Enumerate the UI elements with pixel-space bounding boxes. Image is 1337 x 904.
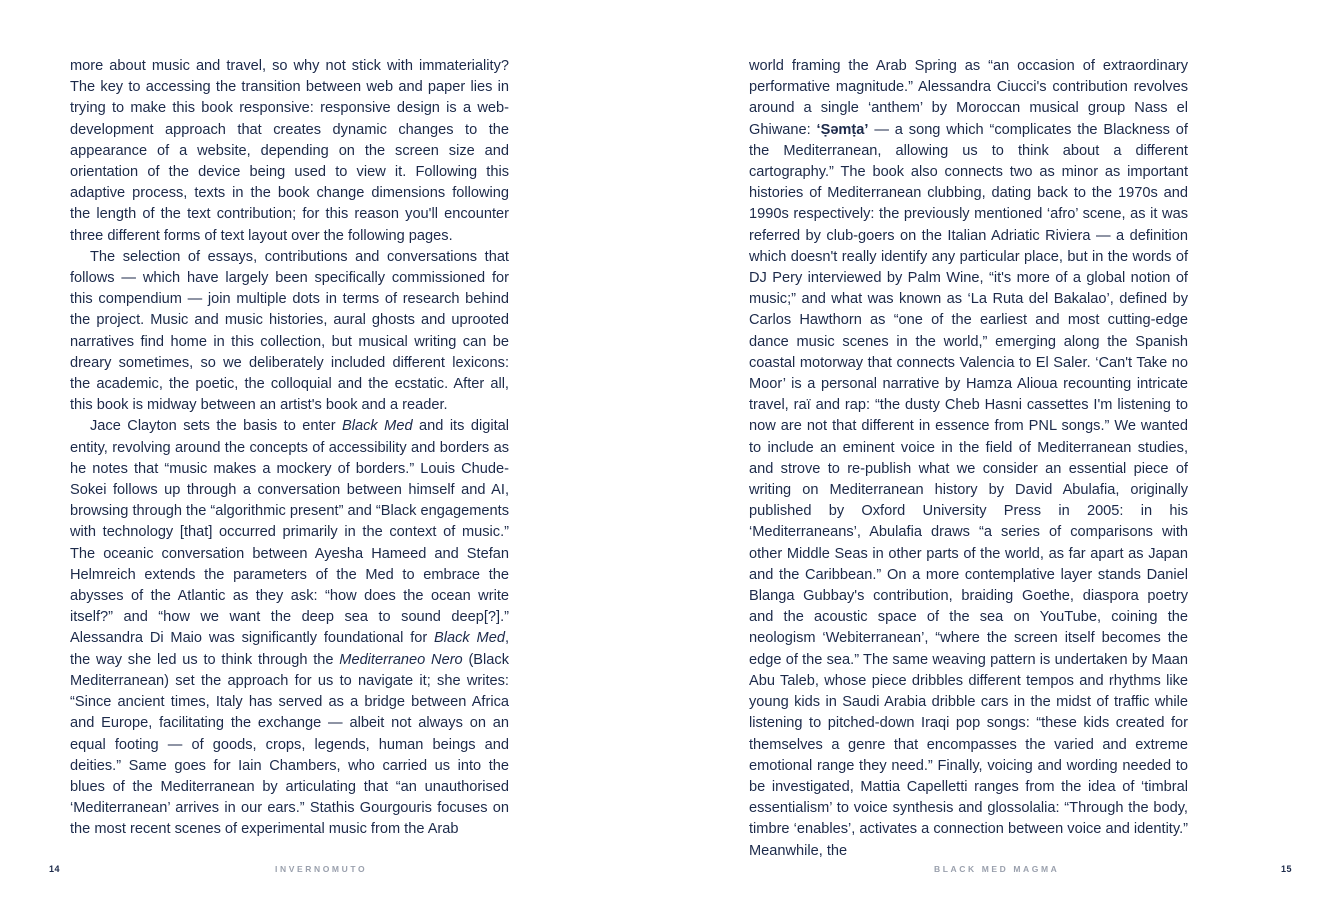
song-title: ‘Ṣəmṭa’ (816, 121, 869, 138)
text-run: world framing the Arab Spring as “an occasion of extraordinary performative magnitude.” Alessandra Ciucci's contribution revolves around a single ‘anthem’ by Moroccan musical group Nass el Ghiwane: (749, 58, 1188, 138)
page-number: 14 (49, 864, 61, 874)
text-run: Jace Clayton sets the basis to enter (90, 418, 343, 435)
text-run: — a song which “complicates the Blackness of the Mediterranean, allowing us to think about a different cartography.” The book also connects two as minor as important histories of Mediterranean clubbing, dating back to the 1970s and 1990s respectively: the previously mentioned ‘afro’ scene, as it was referred by club-goers on the Italian Adriatic Riviera — a definition which doesn't really identify any particular place, but in the words of DJ Pery interviewed by Palm Wine, “it's more of a global notion of music;” and what was known as ‘La Ruta del Bakalao’, defined by Carlos Hawthorn as “one of the earliest and most cutting-edge dance music scenes in the world,” emerging along the Spanish coastal motorway that connects Valencia to El Saler. ‘Can't Take no Moor’ is a personal narrative by Hamza Alioua recounting intricate travel, raï and rap: “the dusty Cheb Hasni cassettes I'm listening to now are not that different in essence from PNL songs.” We wanted to include an eminent voice in the field of Mediterranean studies, and strove to re-publish what we consider an essential piece of writing on Mediterranean history by David Abulafia, originally published by Oxford University Press in 2005: in his ‘Mediterraneans’, Abulafia draws “a series of comparisons with other Middle Seas in other parts of the world, as far apart as Japan and the Caribbean.” On a more contemplative layer stands Daniel Blanga Gubbay's contribution, braiding Goethe, diaspora poetry and the acoustic space of the sea on YouTube, coining the neologism ‘Webiterranean’, “where the screen itself becomes the edge of the sea.” The same weaving pattern is undertaken by Maan Abu Taleb, whose piece dribbles different tempos and rhythms like young kids in Saudi Arabia dribble cars in the midst of traffic while listening to pitched-down Iraqi pop songs: “these kids created for themselves a genre that encompasses the varied and extreme emotional range they need.” Finally, voicing and wording needed to be investigated, Mattia Capelletti ranges from the idea of ‘timbral essentialism’ to voice synthesis and glossolalia: “Through the body, timbre ‘enables’, activates a connection between voice and identity.” Meanwhile, the (749, 121, 1188, 859)
text-run: (Black Mediterranean) set the approach for us to navigate it; she writes: “Since ancient times, Italy has served as a bridge between Africa and Europe, facilitating the exchange — albeit not always on an equal footing — of goods, crops, legends, human beings and deities.” Same goes for Iain Chambers, who carried us into the blues of the Mediterranean by articulating that “an unauthorised ‘Mediterranean’ arrives in our ears.” Stathis Gourgouris focuses on the most recent scenes of experimental music from the Arab (70, 651, 509, 838)
italic-title: Black Med (434, 630, 505, 647)
paragraph (70, 416, 509, 840)
running-head: BLACK MED MAGMA (934, 864, 1060, 874)
right-text-column (749, 56, 1188, 862)
italic-title: Mediterraneo Nero (339, 651, 463, 668)
text-run: , the way she led us to think through the (70, 630, 509, 668)
running-head: INVERNOMUTO (275, 864, 368, 874)
page-number: 15 (1281, 864, 1293, 874)
left-text-column (70, 56, 509, 841)
paragraph: more about music and travel, so why not stick with immateriality? The key to accessing the transition between web and paper lies in trying to make this book responsive: responsive design is a web-development approach that creates dynamic changes to the appearance of a website, depending on the screen size and orientation of the device being used to view it. Following this adaptive process, texts in the book change dimensions following the length of the text contribution; for this reason you'll encounter three different forms of text layout over the following pages. (70, 58, 509, 244)
left-page (0, 0, 668, 904)
paragraph: The selection of essays, contributions and conversations that follows — which have largely been specifically commissioned for this compendium — join multiple dots in terms of research behind the project. Music and music histories, aural ghosts and uprooted narratives find home in this collection, but musical writing can be dreary sometimes, so we deliberately included different lexicons: the academic, the poetic, the colloquial and the ecstatic. After all, this book is midway between an artist's book and a reader. (70, 248, 509, 414)
text-run: and its digital entity, revolving around the concepts of accessibility and borders as he notes that “music makes a mockery of borders.” Louis Chude-Sokei follows up through a conversation between himself and AI, browsing through the “algorithmic present” and “Black engagements with technology [that] occurred primarily in the context of music.” The oceanic conversation between Ayesha Hameed and Stefan Helmreich extends the parameters of the Med to embrace the abysses of the Atlantic as they ask: “how does the ocean write itself?” and “how we want the deep sea to sound deep[?].” Alessandra Di Maio was significantly foundational for (70, 418, 509, 647)
italic-title: Black Med (342, 418, 413, 435)
paragraph (749, 56, 1188, 862)
right-page (669, 0, 1337, 904)
